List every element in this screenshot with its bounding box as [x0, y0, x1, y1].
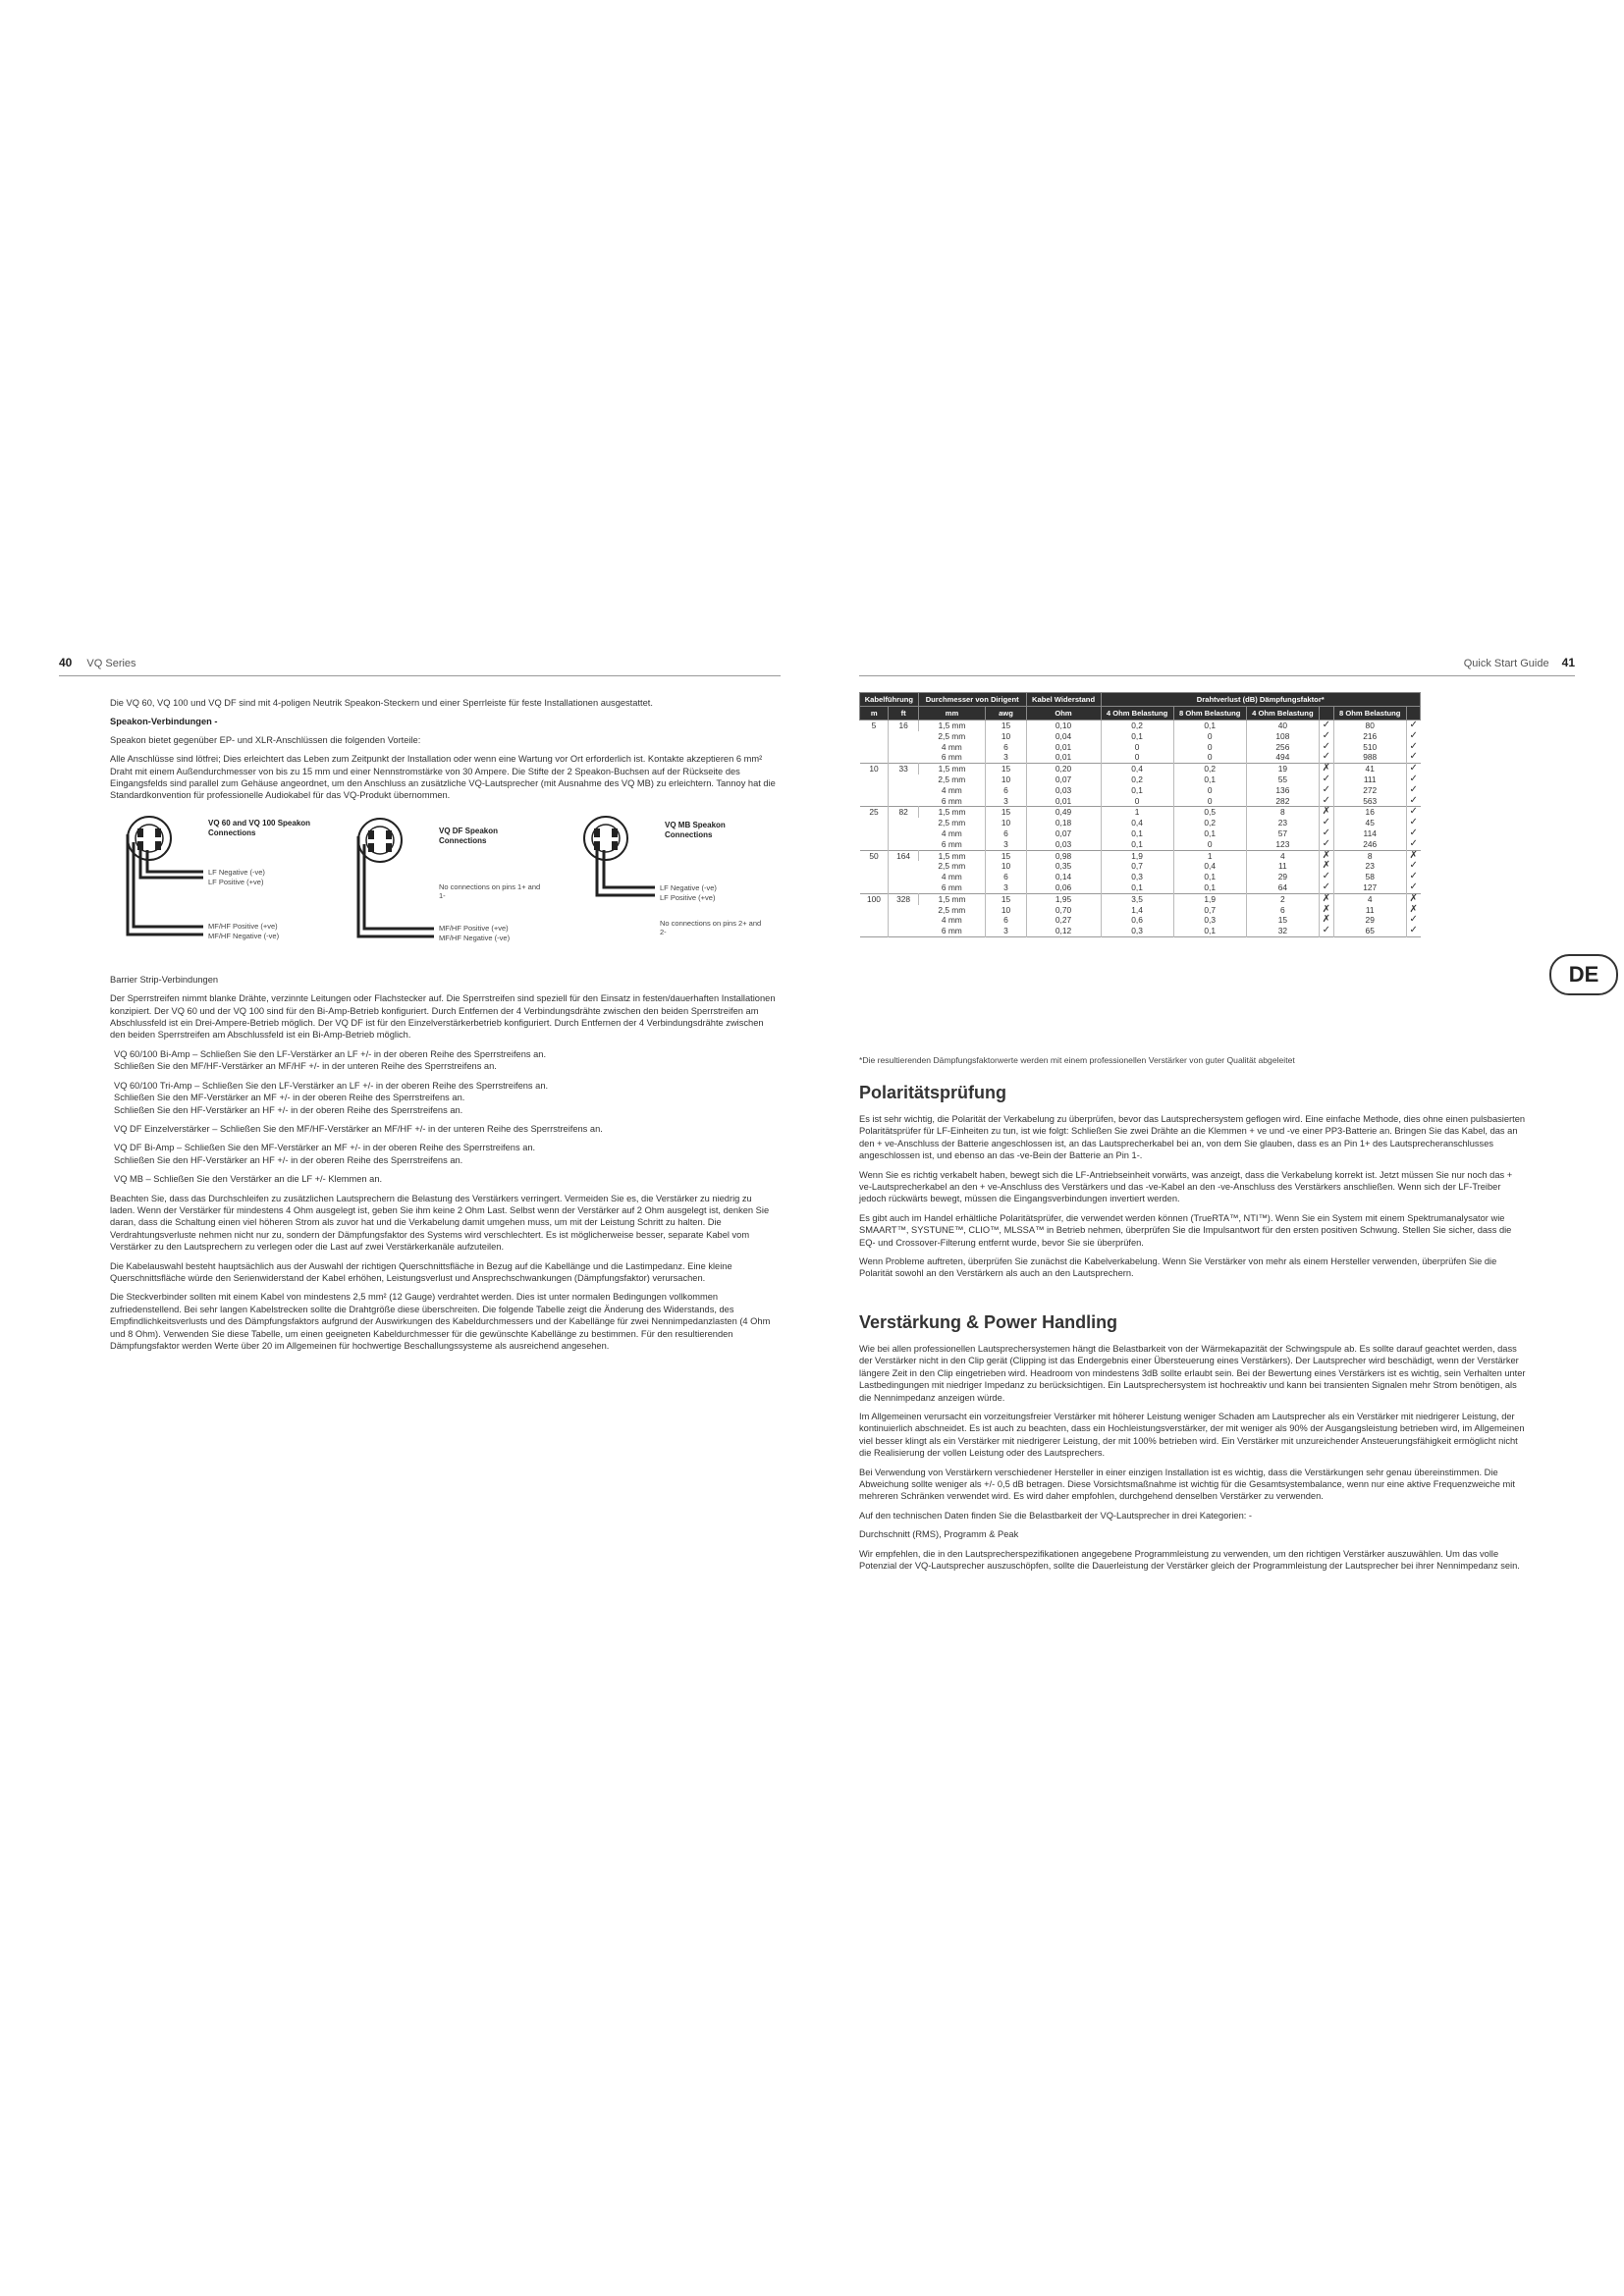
- table-subheader: 8 Ohm Belastung: [1333, 707, 1406, 721]
- table-cell: 0,2: [1173, 818, 1246, 828]
- table-cell: 272: [1333, 785, 1406, 796]
- table-cell: 0: [1173, 839, 1246, 850]
- table-cell: 0,2: [1173, 764, 1246, 774]
- table-subheader: [1406, 707, 1420, 721]
- table-group: [860, 764, 1421, 807]
- table-cell: 0,01: [1026, 796, 1101, 807]
- table-cell: 0,1: [1173, 721, 1246, 731]
- table-row: [860, 850, 1421, 861]
- cross-icon: ✗: [1406, 893, 1420, 904]
- table-subheader: Ohm: [1026, 707, 1101, 721]
- table-cell: 123: [1246, 839, 1319, 850]
- power-paragraph: Durchschnitt (RMS), Programm & Peak: [859, 1529, 1019, 1540]
- table-row: [860, 742, 1421, 753]
- table-cell: 15: [986, 721, 1026, 731]
- table-row: [860, 752, 1421, 763]
- diagram-label: MF/HF Negative (-ve): [208, 931, 280, 940]
- table-cell: 0,98: [1026, 850, 1101, 861]
- table-cell: 6: [986, 742, 1026, 753]
- table-subheader: 4 Ohm Belastung: [1246, 707, 1319, 721]
- table-header: Drahtverlust (dB) Dämpfungsfaktor*: [1101, 693, 1420, 707]
- table-cell: 0: [1101, 742, 1173, 753]
- table-cell: 15: [986, 850, 1026, 861]
- table-cell: 0,20: [1026, 764, 1101, 774]
- table-cell: 0: [1173, 796, 1246, 807]
- table-header: Kabel Widerstand: [1026, 693, 1101, 707]
- diagram-label: MF/HF Negative (-ve): [439, 933, 511, 942]
- polarity-title: Polaritätsprüfung: [859, 1083, 1007, 1102]
- table-cell: 32: [1246, 926, 1319, 936]
- table-row: [860, 872, 1421, 882]
- check-icon: ✓: [1406, 796, 1420, 807]
- table-cell: 8: [1333, 850, 1406, 861]
- table-row: [860, 721, 1421, 731]
- table-cell: 563: [1333, 796, 1406, 807]
- table-cell: 0: [1101, 752, 1173, 763]
- check-icon: ✓: [1406, 839, 1420, 850]
- table-cell: 1: [1173, 850, 1246, 861]
- table-cell: 282: [1246, 796, 1319, 807]
- loops-paragraph: Beachten Sie, dass das Durchschleifen zu zusätzlichen Lautsprechern die Belastung des Verstärkers verringert. Vermeiden Sie es, die Verstärker zu niedrig zu laden. Wenn der Verstärker für mindestens 4 Ohm ausgelegt ist, geben Sie ihm keine 2 Ohm Last. Selbst wenn der Verstärker auf 2 Ohm ausgelegt ist, denken Sie daran, dass die Schaltung einen viel höheren Strom als zuvor hat und die Verkabelung damit umgehen muss, um mit der Leistung Schritt zu halten. Die Verdrahtungsverluste nehmen nicht nur zu, sondern der Dämpfungsfaktor des Systems wird verschlechtert. Es ist möglicherweise besser, separate Kabel vom Verstärker zu den Lautsprechern zu verlegen oder die Last auf zwei Verstärkerkanäle aufzuteilen.: [110, 1193, 770, 1253]
- table-row: [860, 764, 1421, 774]
- table-row: [860, 839, 1421, 850]
- table-cell: 1,5 mm: [918, 764, 986, 774]
- check-icon: ✓: [1319, 742, 1333, 753]
- table-cell: 25: [869, 807, 879, 818]
- table-cell: 1,95: [1026, 893, 1101, 904]
- table-cell: 3: [986, 752, 1026, 763]
- check-icon: ✓: [1406, 764, 1420, 774]
- table-cell: 0,4: [1173, 861, 1246, 872]
- table-cell: 3: [986, 882, 1026, 893]
- table-cell: 0,7: [1173, 905, 1246, 916]
- table-cell: 1,9: [1101, 850, 1173, 861]
- table-cell: 6: [986, 915, 1026, 926]
- instruction-line: VQ 60/100 Tri-Amp – Schließen Sie den LF-Verstärker an LF +/- in der oberen Reihe des Sperrstreifens an.: [114, 1080, 549, 1091]
- table-cell: 10: [986, 861, 1026, 872]
- polarity-paragraph: Es gibt auch im Handel erhältliche Polaritätsprüfer, die verwendet werden können (TrueRTA™, NTI™). Wenn Sie ein System mit einem Spektrumanalysator wie SMAART™, SYSTUNE™, CLIO™, MLSSA™ in Betrieb nehmen, überprüfen Sie die Impulsantwort für den ersten positiven Schwung. Stellen Sie sicher, dass die EQ- und Crossover-Filterung entfernt wurde, bevor Sie sie überprüfen.: [859, 1212, 1512, 1248]
- cross-icon: ✗: [1319, 807, 1333, 818]
- speakon-text: Speakon bietet gegenüber EP- und XLR-Anschlüssen die folgenden Vorteile:: [110, 734, 421, 745]
- table-cell: 164: [889, 850, 918, 893]
- check-icon: ✓: [1319, 785, 1333, 796]
- table-cell: 6 mm: [941, 795, 962, 806]
- plug-paragraph: Die Steckverbinder sollten mit einem Kabel von mindestens 2,5 mm² (12 Gauge) verdrahtet werden. Dies ist unter normalen Bedingungen vollkommen zufriedenstellend. Bei sehr langen Kabelstrecken sollte die Drahtgröße diese überschreiten. Die folgende Tabelle zeigt die Änderung des Widerstands, des Empfindlichkeitsverlusts und des Dämpfungsfaktors aufgrund der Auswirkungen des Kabeldurchmessers und der Kabellänge für zwei Nennimpedanzlasten (4 Ohm und 8 Ohm). Verwenden Sie diese Tabelle, um einen geeigneten Kabeldurchmesser für die gewünschte Kabellänge zu bestimmen. Für den resultierenden Dämpfungsfaktor werden Werte über 20 im Allgemeinen für hochwertige Beschallungssysteme als ausreichend angesehen.: [110, 1292, 771, 1351]
- diagram-label: LF Positive (+ve): [208, 877, 264, 886]
- table-cell: 0: [1101, 796, 1173, 807]
- table-cell: 41: [1333, 764, 1406, 774]
- table-cell: 0,1: [1101, 839, 1173, 850]
- cross-icon: ✗: [1319, 861, 1333, 872]
- instruction-line: VQ MB – Schließen Sie den Verstärker an die LF +/- Klemmen an.: [114, 1174, 383, 1185]
- table-cell: 0,12: [1026, 926, 1101, 936]
- check-icon: ✓: [1406, 807, 1420, 818]
- check-icon: ✓: [1406, 861, 1420, 872]
- instruction-line: VQ DF Bi-Amp – Schließen Sie den MF-Verstärker an MF +/- in der oberen Reihe des Sperrstreifens an.: [114, 1143, 536, 1153]
- speakon-paragraph: Alle Anschlüsse sind lötfrei; Dies erleichtert das Leben zum Zeitpunkt der Installation oder wenn eine Wartung vor Ort erforderlich ist. Kontakte akzeptieren 6 mm² Draht mit einem Außendurchmesser von bis zu 15 mm und einer Nennstromstärke von 30 Ampere. Die Stifte der 2 Speakon-Buchsen auf der Rückseite des Eingangsfelds sind parallel zum Gehäuse angeordnet, um den Anschluss an zusätzliche VQ-Lautsprecher (mit Ausnahme des VQ MB) zu erleichtern. Tannoy hat die Standardkonvention für professionelle Audiokabel für das VQ-Produkt übernommen.: [110, 754, 776, 801]
- power-paragraph: Im Allgemeinen verursacht ein vorzeitungsfreier Verstärker mit höherer Leistung weniger Schaden am Lautsprecher als ein Verstärker mit niedrigerer Leistung, der kontinuierlich abschneidet. Es ist auch zu beachten, dass ein Hochleistungsverstärker, der mit weniger als 90% der Ausgangsleistung betrieben wird, im Allgemeinen viel besser klingt als ein Verstärker mit niedrigerer Leistung, der mit 100% betrieben wird. Ein Verstärker mit unzureichender Ansteuerungsfähigkeit ermöglicht nicht die Realisierung der vollen Leistung oder des Lautsprechers.: [859, 1411, 1525, 1459]
- check-icon: ✓: [1406, 752, 1420, 763]
- right-page-title: Quick Start Guide: [1463, 658, 1549, 669]
- left-page-number: 40: [59, 656, 73, 669]
- table-cell: 65: [1333, 926, 1406, 936]
- table-cell: 0,27: [1026, 915, 1101, 926]
- table-cell: 4 mm: [941, 872, 962, 882]
- table-cell: 0,3: [1173, 915, 1246, 926]
- table-cell: 15: [986, 764, 1026, 774]
- table-subheader: 8 Ohm Belastung: [1173, 707, 1246, 721]
- left-page-header: [59, 656, 136, 669]
- cross-icon: ✗: [1319, 850, 1333, 861]
- mb-instructions: [110, 1173, 778, 1185]
- polarity-paragraph: Wenn Sie es richtig verkabelt haben, bewegt sich die LF-Antriebseinheit vorwärts, was anzeigt, dass die Verkabelung korrekt ist. Jetzt müssen Sie nur noch das + ve-Lautsprecherkabel an den + ve-Anschluss des Verstärkers und das -ve-Kabel an den -ve-Anschluss des Verstärkers anschließen. Wenn sich der LF-Treiber jedoch rückwärts bewegt, müssen die Eingangsverbindungen invertiert werden.: [859, 1169, 1513, 1204]
- check-icon: ✓: [1319, 872, 1333, 882]
- left-page-title: VQ Series: [86, 658, 136, 669]
- check-icon: ✓: [1319, 752, 1333, 763]
- table-cell: 1,5 mm: [918, 721, 986, 731]
- polarity-paragraph: Wenn Probleme auftreten, überprüfen Sie zunächst die Kabelverkabelung. Wenn Sie Verstärker von mehr als einem Hersteller verwenden, überprüfen Sie die Polarität sowohl an den Verstärkern als auch an den Lautsprechern.: [859, 1256, 1497, 1279]
- table-cell: 6: [986, 785, 1026, 796]
- table-cell: 0,10: [1026, 721, 1101, 731]
- df-biamp-instructions: [110, 1142, 778, 1166]
- check-icon: ✓: [1319, 839, 1333, 850]
- check-icon: ✓: [1319, 882, 1333, 893]
- table-footnote: *Die resultierenden Dämpfungsfaktorwerte werden mit einem professionellen Verstärker von guter Qualität abgeleitet: [859, 1055, 1295, 1065]
- table-cell: 1: [1101, 807, 1173, 818]
- table-cell: 33: [889, 764, 918, 807]
- table-cell: 3,5: [1101, 893, 1173, 904]
- instruction-line: Schließen Sie den MF/HF-Verstärker an MF/HF +/- in der unteren Reihe des Sperrstreifens an.: [114, 1061, 497, 1072]
- table-cell: 58: [1333, 872, 1406, 882]
- diagram-vq-mb: [567, 809, 812, 956]
- table-row: [860, 828, 1421, 839]
- diagram-vq-df: [341, 809, 586, 956]
- power-title: Verstärkung & Power Handling: [859, 1311, 1118, 1332]
- table-cell: 3: [986, 926, 1026, 936]
- diagram-title: VQ 60 and VQ 100 Speakon Connections: [208, 818, 311, 837]
- table-cell: 0,1: [1101, 785, 1173, 796]
- table-cell: 15: [986, 807, 1026, 818]
- table-cell: 216: [1333, 731, 1406, 742]
- table-cell: 19: [1246, 764, 1319, 774]
- left-header-rule: [59, 675, 781, 676]
- table-cell: 4 mm: [941, 915, 962, 926]
- table-cell: 80: [1333, 721, 1406, 731]
- table-cell: 1,4: [1101, 905, 1173, 916]
- table-cell: 0,01: [1026, 752, 1101, 763]
- table-cell: 10: [986, 818, 1026, 828]
- table-cell: 64: [1246, 882, 1319, 893]
- table-cell: 0,2: [1101, 721, 1173, 731]
- diagram-label: MF/HF Positive (+ve): [208, 921, 278, 931]
- check-icon: ✓: [1406, 731, 1420, 742]
- check-icon: ✓: [1319, 774, 1333, 785]
- table-row: [860, 818, 1421, 828]
- power-paragraph: Auf den technischen Daten finden Sie die Belastbarkeit der VQ-Lautsprecher in drei Kategorien: -: [859, 1510, 1253, 1521]
- table-group: [860, 807, 1421, 850]
- table-cell: 0,1: [1173, 882, 1246, 893]
- table-cell: 15: [1246, 915, 1319, 926]
- table-cell: 1,5 mm: [918, 850, 986, 861]
- table-cell: 23: [1246, 818, 1319, 828]
- table-cell: 0,4: [1101, 818, 1173, 828]
- instruction-line: Schließen Sie den MF-Verstärker an MF +/- in der oberen Reihe des Sperrstreifens an.: [114, 1093, 465, 1103]
- table-cell: 6 mm: [941, 838, 962, 849]
- cross-icon: ✗: [1319, 915, 1333, 926]
- table-subheader: awg: [986, 707, 1026, 721]
- diagram-label: No connections on pins 2+ and 2-: [660, 918, 762, 936]
- table-cell: 0,04: [1026, 731, 1101, 742]
- instruction-line: Schließen Sie den HF-Verstärker an HF +/- in der oberen Reihe des Sperrstreifens an.: [114, 1154, 463, 1165]
- table-cell: 0,4: [1101, 764, 1173, 774]
- check-icon: ✓: [1406, 818, 1420, 828]
- cross-icon: ✗: [1319, 905, 1333, 916]
- table-cell: 328: [889, 893, 918, 936]
- diagram-label: LF Negative (-ve): [660, 882, 717, 892]
- table-subheader: mm: [918, 707, 986, 721]
- table-row: [860, 731, 1421, 742]
- table-row: [860, 861, 1421, 872]
- right-column: [859, 1078, 1527, 1578]
- check-icon: ✓: [1319, 926, 1333, 936]
- table-cell: 4 mm: [941, 784, 962, 795]
- table-cell: 10: [986, 774, 1026, 785]
- biamp-instructions: [110, 1048, 778, 1073]
- table-cell: 114: [1333, 828, 1406, 839]
- table-subheader: m: [860, 707, 889, 721]
- table-cell: 2,5 mm: [938, 774, 966, 784]
- table-subheader: 4 Ohm Belastung: [1101, 707, 1173, 721]
- table-cell: 11: [1246, 861, 1319, 872]
- cable-paragraph: Die Kabelauswahl besteht hauptsächlich aus der Auswahl der richtigen Querschnittsfläche in Bezug auf die Kabellänge und die Lastimpedanz. Eine kleine Querschnittsfläche würde den Serienwiderstand der Kabel erhöhen, Leistungsverlust und Ansprechschwankungen (Dämpfungsfaktor) verursachen.: [110, 1260, 732, 1283]
- table-cell: 11: [1333, 905, 1406, 916]
- table-cell: 4: [1246, 850, 1319, 861]
- diagram-label: No connections on pins 1+ and 1-: [439, 881, 541, 900]
- table-cell: 6 mm: [941, 752, 962, 763]
- right-page-number: 41: [1561, 656, 1575, 669]
- table-header: Durchmesser von Dirigent: [918, 693, 1026, 707]
- speakon-diagrams: [110, 809, 778, 956]
- check-icon: ✓: [1406, 785, 1420, 796]
- language-tab-de[interactable]: DE: [1549, 954, 1618, 995]
- table-cell: 15: [986, 893, 1026, 904]
- check-icon: ✓: [1319, 796, 1333, 807]
- table-cell: 10: [869, 764, 879, 774]
- table-cell: 0,3: [1101, 926, 1173, 936]
- left-column: [110, 697, 778, 1359]
- table-cell: 0,06: [1026, 882, 1101, 893]
- table-cell: 1,5 mm: [918, 893, 986, 904]
- table-cell: 6 mm: [941, 926, 962, 936]
- cross-icon: ✗: [1406, 850, 1420, 861]
- table-cell: 0,5: [1173, 807, 1246, 818]
- table-cell: 29: [1333, 915, 1406, 926]
- table-cell: 40: [1246, 721, 1319, 731]
- table-cell: 0: [1173, 785, 1246, 796]
- table-cell: 10: [986, 731, 1026, 742]
- check-icon: ✓: [1406, 915, 1420, 926]
- table-cell: 246: [1333, 839, 1406, 850]
- table-cell: 6: [986, 828, 1026, 839]
- table-cell: 0,1: [1173, 926, 1246, 936]
- table-cell: 0,35: [1026, 861, 1101, 872]
- intro-text: Die VQ 60, VQ 100 und VQ DF sind mit 4-poligen Neutrik Speakon-Steckern und einer Sperrleiste für feste Installationen ausgestattet.: [110, 698, 653, 708]
- diagram-label: LF Positive (+ve): [660, 892, 716, 902]
- table-cell: 108: [1246, 731, 1319, 742]
- table-cell: 0,03: [1026, 785, 1101, 796]
- table-cell: 0,18: [1026, 818, 1101, 828]
- check-icon: ✓: [1319, 828, 1333, 839]
- table-row: [860, 807, 1421, 818]
- table-cell: 4: [1333, 893, 1406, 904]
- check-icon: ✓: [1319, 721, 1333, 731]
- table-cell: 100: [866, 893, 881, 904]
- cross-icon: ✗: [1319, 893, 1333, 904]
- table-cell: 0: [1173, 742, 1246, 753]
- table-cell: 0,03: [1026, 839, 1101, 850]
- check-icon: ✓: [1406, 828, 1420, 839]
- table-cell: 0,1: [1173, 872, 1246, 882]
- table-cell: 8: [1246, 807, 1319, 818]
- table-header: Kabelführung: [860, 693, 919, 707]
- table-cell: 0,1: [1101, 882, 1173, 893]
- cable-loss-table: [859, 692, 1421, 937]
- table-cell: 1,5 mm: [918, 807, 986, 818]
- table-cell: 45: [1333, 818, 1406, 828]
- table-cell: 0,07: [1026, 828, 1101, 839]
- table-group: [860, 721, 1421, 764]
- table-cell: 57: [1246, 828, 1319, 839]
- table-cell: 494: [1246, 752, 1319, 763]
- polarity-paragraph: Es ist sehr wichtig, die Polarität der Verkabelung zu überprüfen, bevor das Lautsprechersystem geflogen wird. Eine einfache Methode, dies ohne einen pulsbasierten Polaritätsprüfer für LF-Einheiten zu tun, ist wie folgt: Schließen Sie zwei Drähte an die Klemmen + ve und -ve einer PP3-Batterie an. Bringen Sie das Kabel, das an den + ve-Anschluss der Batterie angeschlossen ist, an das Lautsprecherkabel bei an, von dem Sie glauben, dass es an Pin 1+ des Lautsprecheranschlusses angeschlossen ist, und ebenso an das -ve-Bein der Batterie an Pin 1-.: [859, 1114, 1526, 1161]
- table-cell: 10: [986, 905, 1026, 916]
- power-paragraph: Bei Verwendung von Verstärkern verschiedener Hersteller in einer einzigen Installation ist es wichtig, dass die Verstärkungen sehr genau übereinstimmen. Die Abweichung sollte weniger als +/- 0,5 dB betragen. Diese Vorsichtsmaßnahme ist wichtig für die Gesamtsystembalance, wenn nur eine aktive Frequenzweiche mit mehreren Schränken verwendet wird. Es wird daher empfohlen, durchgehend denselben Verstärker zu verwenden.: [859, 1467, 1515, 1502]
- diagram-vq60-vq100: [110, 809, 355, 956]
- check-icon: ✓: [1406, 721, 1420, 731]
- diagram-title: VQ DF Speakon Connections: [439, 826, 499, 845]
- table-cell: 0,14: [1026, 872, 1101, 882]
- power-paragraph: Wie bei allen professionellen Lautsprechersystemen hängt die Belastbarkeit von der Wärmekapazität der Schwingspule ab. Es sollte darauf geachtet werden, dass der Verstärker nicht in den Clip gerät (Clipping ist das Endergebnis einer Übersteuerung eines Verstärkers). Der Lautsprecher wird beschädigt, wenn der Verstärker längere Zeit in den Clip eingetrieben wird. Headroom von mindestens 3dB sollte erlaubt sein. Bei der Bewertung eines Verstärkers ist es wichtig, sein Verhalten unter Lastbedingungen mit niedriger Impedanz zu berücksichtigen. Ein Lautsprechersystem ist hochreaktiv und kann bei transienten Signalen mehr Strom benötigen, als die Nennimpedanz anzeigen würde.: [859, 1343, 1526, 1403]
- check-icon: ✓: [1406, 774, 1420, 785]
- table-group: [860, 850, 1421, 893]
- table-cell: 127: [1333, 882, 1406, 893]
- diagram-label: LF Negative (-ve): [208, 867, 265, 877]
- table-cell: 3: [986, 796, 1026, 807]
- table-row: [860, 882, 1421, 893]
- table-cell: 6 mm: [941, 881, 962, 892]
- table-row: [860, 915, 1421, 926]
- table-cell: 0,2: [1101, 774, 1173, 785]
- table-row: [860, 905, 1421, 916]
- right-page-header: [1418, 656, 1575, 669]
- table-cell: 29: [1246, 872, 1319, 882]
- instruction-line: VQ DF Einzelverstärker – Schließen Sie den MF/HF-Verstärker an MF/HF +/- in der unteren Reihe des Sperrstreifens an.: [114, 1123, 603, 1134]
- check-icon: ✓: [1319, 818, 1333, 828]
- table-cell: 55: [1246, 774, 1319, 785]
- table-cell: 0,6: [1101, 915, 1173, 926]
- table-cell: 50: [869, 850, 879, 861]
- table-row: [860, 774, 1421, 785]
- cross-icon: ✗: [1319, 764, 1333, 774]
- table-cell: 0: [1173, 752, 1246, 763]
- table-group: [860, 893, 1421, 936]
- table-cell: 23: [1333, 861, 1406, 872]
- barrier-text: Der Sperrstreifen nimmt blanke Drähte, verzinnte Leitungen oder Flachstecker auf. Die Sperrstreifen sind speziell für den Einsatz in festen/dauerhaften Installationen konzipiert. Der VQ 60 und der VQ 100 sind für den Bi-Amp-Betrieb konfiguriert. Durch Entfernen der 4 Verbindungsdrähte zwischen den beiden Sperrstreifen am Abschlussfeld ist ein Drei-Ampere-Betrieb möglich. Der VQ DF ist für den Einzelverstärkerbetrieb konfiguriert. Durch Entfernen der 4 Verbindungsdrähte zwischen den beiden Sperrstreifen am Abschlussfeld ist ein Bi-Amp-Betrieb möglich.: [110, 993, 776, 1041]
- table-row: [860, 893, 1421, 904]
- table-cell: 0,1: [1101, 828, 1173, 839]
- table-cell: 82: [889, 807, 918, 850]
- check-icon: ✓: [1406, 742, 1420, 753]
- check-icon: ✓: [1406, 926, 1420, 936]
- table-row: [860, 926, 1421, 936]
- table-cell: 256: [1246, 742, 1319, 753]
- table-cell: 0,70: [1026, 905, 1101, 916]
- table-cell: 988: [1333, 752, 1406, 763]
- table-cell: 0,07: [1026, 774, 1101, 785]
- table-subheader: ft: [889, 707, 918, 721]
- table-cell: 111: [1333, 774, 1406, 785]
- speakon-heading: Speakon-Verbindungen -: [110, 717, 218, 727]
- table-cell: 16: [889, 721, 918, 764]
- table-cell: 2,5 mm: [938, 904, 966, 915]
- table-cell: 2,5 mm: [938, 730, 966, 741]
- table-cell: 510: [1333, 742, 1406, 753]
- table-cell: 0,49: [1026, 807, 1101, 818]
- table-cell: 6: [986, 872, 1026, 882]
- df-single-instructions: [110, 1123, 778, 1135]
- table-cell: 0,7: [1101, 861, 1173, 872]
- table-row: [860, 785, 1421, 796]
- check-icon: ✓: [1319, 731, 1333, 742]
- instruction-line: Schließen Sie den HF-Verstärker an HF +/- in der oberen Reihe des Sperrstreifens an.: [114, 1104, 463, 1115]
- table-cell: 0: [1173, 731, 1246, 742]
- diagram-label: MF/HF Positive (+ve): [439, 923, 509, 933]
- table-cell: 4 mm: [941, 828, 962, 838]
- table-cell: 0,1: [1101, 731, 1173, 742]
- table-subheader: [1319, 707, 1333, 721]
- table-cell: 0,01: [1026, 742, 1101, 753]
- check-icon: ✓: [1406, 872, 1420, 882]
- check-icon: ✓: [1406, 882, 1420, 893]
- instruction-line: VQ 60/100 Bi-Amp – Schließen Sie den LF-Verstärker an LF +/- in der oberen Reihe des Sperrstreifens an.: [114, 1048, 547, 1059]
- right-header-rule: [859, 675, 1575, 676]
- table-cell: 3: [986, 839, 1026, 850]
- table-cell: 16: [1333, 807, 1406, 818]
- table-cell: 0,3: [1101, 872, 1173, 882]
- table-cell: 136: [1246, 785, 1319, 796]
- cross-icon: ✗: [1406, 905, 1420, 916]
- table-cell: 2,5 mm: [938, 861, 966, 872]
- table-cell: 5: [871, 721, 877, 730]
- triamp-instructions: [110, 1080, 778, 1116]
- barrier-heading: Barrier Strip-Verbindungen: [110, 974, 219, 985]
- table-cell: 2: [1246, 893, 1319, 904]
- diagram-title: VQ MB Speakon Connections: [665, 820, 726, 839]
- table-cell: 0,1: [1173, 828, 1246, 839]
- table-cell: 2,5 mm: [938, 818, 966, 828]
- table-cell: 6: [1246, 905, 1319, 916]
- table-cell: 0,1: [1173, 774, 1246, 785]
- power-paragraph: Wir empfehlen, die in den Lautsprecherspezifikationen angegebene Programmleistung zu verwenden, um den richtigen Verstärker auszuwählen. Um das volle Potenzial der VQ-Lautsprecher auszuschöpfen, sollte die Dauerleistung der Verstärker gleich der Programmleistung der Lautsprecher bei ihrer Nennimpedanz sein.: [859, 1548, 1520, 1571]
- table-cell: 1,9: [1173, 893, 1246, 904]
- table-row: [860, 796, 1421, 807]
- table-cell: 4 mm: [941, 741, 962, 752]
